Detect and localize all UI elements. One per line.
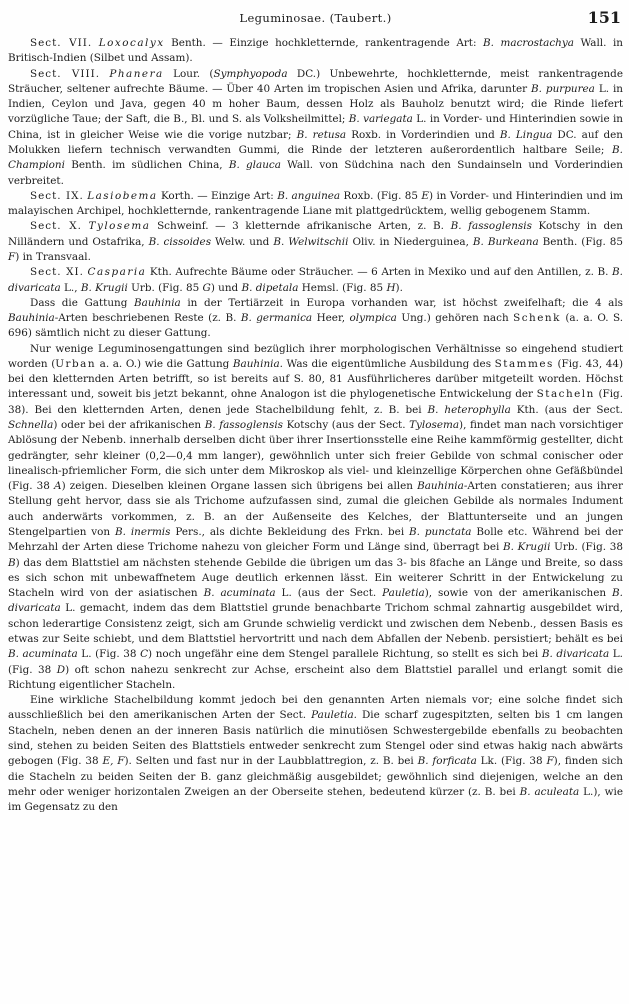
section-label: Sect. X. (30, 220, 82, 233)
species-name: B. acuminata (8, 648, 78, 661)
section-label: Sect. VII. (30, 37, 93, 49)
species-name: B. Lingua (499, 128, 553, 141)
section-viii-paragraph: Sect. VIII. Phanera Lour. (Symphyopoda DC.) Unbewehrte, hochkletternde, meist rankentragende Sträucher, seltener aufrechte Bäume. — Über 40 Arten im tropischen Asien und Afrika, darunter B. purpurea L. in Indien, Ceylon und Java, gegen 40 m hoher Baum, dessen Holz als Bauholz benutzt wird; die Rinde liefert vorzügliche Taue; der Saft, die B., Bl. und S. als Volksheilmittel; B. variegata L. in Vorder- und Hinterindien sowie in China, ist in gleicher Weise wie die vorige nutzbar; B. retusa Roxb. in Vorderindien und B. Lingua DC. auf den Molukken liefern technisch verwandten Gummi, die Rinde der letzteren außerordentlich haltbare Seile; B. Championi Benth. im südlichen China, B. glauca Wall. von Südchina nach den Sundainseln und Vorderindien verbreitet. (8, 67, 623, 187)
species-name: B. forficata (417, 755, 477, 768)
figure-reference: F (8, 250, 16, 263)
emphasis-term: Stacheln (536, 388, 595, 401)
species-name: B. Krugii (503, 541, 551, 554)
species-name: B. dipetala (241, 281, 299, 294)
genus-name: Bauhinia (8, 312, 55, 325)
species-name: B. germanica (240, 312, 313, 325)
figure-reference: A (54, 480, 62, 493)
genus-name: Bauhinia (134, 296, 181, 309)
section-name: Pauletia (382, 587, 425, 600)
species-name: B. retusa (296, 128, 347, 141)
species-name: B. divaricata (541, 648, 610, 661)
running-head: Leguminosae. (Taubert.) (239, 11, 392, 25)
section-label: Sect. VIII. (30, 67, 101, 80)
page-number: 151 (587, 8, 621, 27)
section-x-paragraph: Sect. X. Tylosema Schweinf. — 3 kletternde afrikanische Arten, z. B. B. fassoglensis Kotschy in den Nilländern und Ostafrika, B. cissoides Welw. und B. Welwitschii Oliv. in Niederguinea, B. Burkeana Benth. (Fig. 85 F) in Transvaal. (8, 220, 624, 263)
author-name: Urban (55, 357, 97, 370)
species-name: B. macrostachya (483, 37, 574, 49)
author-name: Schenk (513, 312, 561, 325)
species-name: B. divaricata (8, 587, 623, 615)
species-name: B. acuminata (203, 587, 276, 600)
section-name: Tylosema (409, 419, 460, 432)
section-name: Lasiobema (87, 189, 158, 202)
spines-paragraph: Eine wirkliche Stachelbildung kommt jedoch bei den genannten Arten niemals vor; eine solche findet sich ausschließlich bei den amerikanischen Arten der Sect. Pauletia. Die scharf zugespitzten, selten bis 1 cm langen Stacheln, neben denen an der inneren Basis natürlich die minutiösen Schwestergebilde ebenfalls zu beobachten sind, stehen zu beiden Seiten des Blattstiels entweder senkrecht zum Stengel oder sind etwas hakig nach abwärts gebogen (Fig. 38 E, F). Selten und fast nur in der Laubblattregion, z. B. bei B. forficata Lk. (Fig. 38 F), finden sich die Stacheln zu beiden Seiten der B. ganz gleichmäßig ausgebildet; gewöhnlich sind diejenigen, welche an den mehr oder weniger horizontalen Zweigen an der Oberseite stehen, bedeutend kürzer (z. B. bei B. aculeata L.), wie im Gegensatz zu den (8, 694, 624, 814)
species-name: B. punctata (409, 526, 472, 538)
species-name: B. variegata (348, 113, 413, 126)
section-name: Tylosema (88, 220, 151, 233)
species-name: B. purpurea (531, 82, 595, 95)
figure-reference: H (386, 281, 396, 294)
species-name: B. Welwitschii (273, 235, 349, 248)
species-name: B. glauca (228, 159, 281, 172)
section-name: Pauletia (311, 709, 354, 722)
section-vii-paragraph: Sect. VII. Loxocalyx Benth. — Einzige hochkletternde, rankentragende Art: B. macrostachya Wall. in Britisch-Indien (Silbet und Assam). (8, 37, 623, 65)
figure-reference: E (421, 189, 429, 202)
section-name: Schnella (8, 419, 54, 432)
species-name: B. cissoides (148, 235, 212, 248)
species-name: B. fassoglensis (450, 220, 532, 233)
species-name: B. divaricata (8, 266, 623, 294)
section-ix-paragraph: Sect. IX. Lasiobema Korth. — Einzige Art: B. anguinea Roxb. (Fig. 85 E) in Vorder- und Hinterindien und im malayischen Archipel, hochkletternde, rankentragende Liane mit plattgedrücktem, wellig gebogenem Stamm. (8, 189, 623, 218)
genus-name: Bauhinia (232, 357, 280, 370)
species-name: B. Krugii (80, 281, 128, 294)
page-header (8, 8, 623, 30)
species-name: B. heterophylla (427, 403, 511, 416)
figure-reference: G (202, 281, 211, 294)
section-label: Sect. IX. (30, 189, 84, 202)
species-name: B. fassoglensis (204, 419, 283, 432)
section-name: Phanera (109, 67, 164, 80)
figure-reference: B (8, 556, 16, 569)
figure-reference: F (546, 755, 554, 768)
figure-reference: E, F (102, 755, 125, 768)
species-name: olympica (349, 312, 397, 325)
species-name: B. Championi (8, 143, 623, 172)
section-name: Loxocalyx (98, 37, 165, 49)
genus-name: Bauhinia (417, 480, 464, 493)
page-body (8, 36, 623, 815)
fossil-record-paragraph: Dass die Gattung Bauhinia in der Tertiärzeit in Europa vorhanden war, ist höchst zweifelhaft; die 4 als Bauhinia-Arten beschriebenen Reste (z. B. B. germanica Heer, olympica Ung.) gehören nach Schenk (a. a. O. S. 696) sämtlich nicht zu dieser Gattung. (8, 296, 624, 340)
figure-reference: D (56, 663, 66, 676)
section-label: Sect. XI. (30, 266, 84, 279)
species-name: B. inermis (115, 526, 171, 538)
section-name: Casparia (87, 266, 147, 279)
synonym-name: Symphyopoda (213, 67, 288, 80)
figure-reference: C (140, 648, 149, 661)
species-name: B. anguinea (277, 189, 341, 202)
section-xi-paragraph: Sect. XI. Casparia Kth. Aufrechte Bäume oder Sträucher. — 6 Arten in Mexiko und auf den Antillen, z. B. B. divaricata L., B. Krugii Urb. (Fig. 85 G) und B. dipetala Hemsl. (Fig. 85 H). (8, 266, 623, 294)
morphology-paragraph: Nur wenige Leguminosengattungen sind bezüglich ihrer morphologischen Verhältnisse so eingehend studiert worden (Urban a. a. O.) wie die Gattung Bauhinia. Was die eigentümliche Ausbildung des Stammes (Fig. 43, 44) bei den kletternden Arten betrifft, so ist bereits auf S. 80, 81 Ausführlicheres darüber mitgeteilt worden. Höchst interessant und, soweit bis jetzt bekannt, ohne Analogon ist die phylogenetische Entwickelung der Stacheln (Fig. 38). Bei den kletternden Arten, denen jede Stachelbildung fehlt, z. B. bei B. heterophylla Kth. (aus der Sect. Schnella) oder bei der afrikanischen B. fassoglensis Kotschy (aus der Sect. Tylosema), findet man nach vorsichtiger Ablösung der Nebenb. innerhalb derselben dicht über ihrer Insertionsstelle eine Reihe kammförmig gestellter, dicht gedrängter, sehr kleiner (0,2—0,4 mm langer), gewöhnlich unter sich freier Gebilde von schmal conischer oder linealisch-pfriemlicher Form, die sich unter dem Mikroskop als viel- und kleinzellige Körperchen ohne Gefäßbündel (Fig. 38 A) zeigen. Dieselben kleinen Organe lassen sich übrigens bei allen Bauhinia-Arten constatieren; aus ihrer Stellung geht hervor, dass sie als Trichome aufzufassen sind, zumal die gleichen Gebilde als normales Indument auch anderwärts vorkommen, z. B. an der Außenseite des Kelches, der Blattunterseite und an jungen Stengelpartien von B. inermis Pers., als dichte Bekleidung des Frkn. bei B. punctata Bolle etc. Während bei der Mehrzahl der Arten diese Trichome nahezu von gleicher Form und Länge sind, überragt bei B. Krugii Urb. (Fig. 38 B) das dem Blattstiel am nächsten stehende Gebilde die übrigen um das 3- bis 8fache an Länge und Breite, so dass es sich schon mit unbewaffnetem Auge deutlich erkennen lässt. Ein weiterer Schritt in der Entwickelung zu Stacheln wird von der asiatischen B. acuminata L. (aus der Sect. Pauletia), sowie von der amerikanischen B. divaricata L. gemacht, indem das dem Blattstiel grunde benachbarte Trichom schmal zahnartig ausgebildet wird, schon lederartige Consistenz zeigt, sich am Grunde schwielig verdickt und zwischen dem Nebenb., dessen Basis es etwas zur Seite schiebt, und dem Blattstiel hervortritt und nach dem Abfallen der Nebenb. persistiert; behält es bei B. acuminata L. (Fig. 38 C) noch ungefähr eine dem Stengel parallele Richtung, so stellt es sich bei B. divaricata L. (Fig. 38 D) oft schon nahezu senkrecht zur Achse, erscheint also dem Blattstiel parallel und erlangt somit die Richtung eigentlicher Stacheln. (8, 342, 624, 691)
species-name: B. aculeata (519, 785, 580, 798)
emphasis-term: Stammes (494, 357, 554, 370)
species-name: B. Burkeana (472, 235, 539, 248)
